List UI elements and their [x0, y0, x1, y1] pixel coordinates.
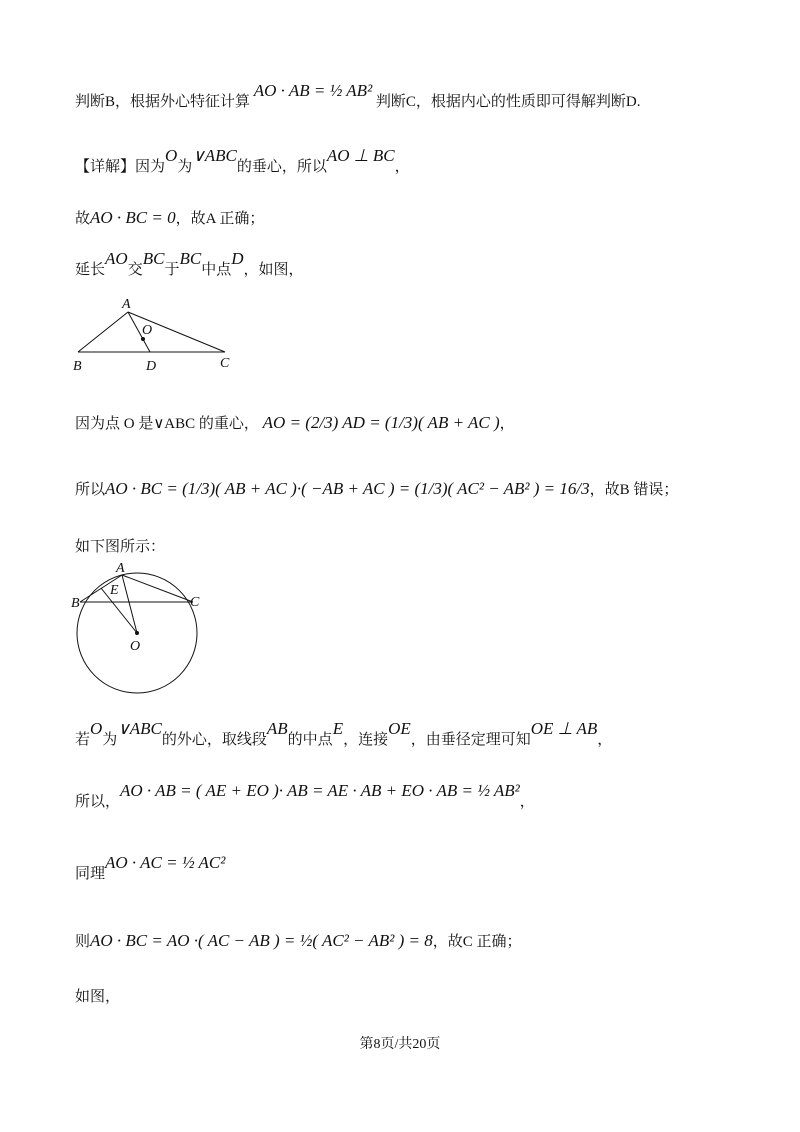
text: ，如图， [243, 262, 304, 278]
text: 延长 [75, 262, 106, 278]
text: 如图， [75, 989, 121, 1005]
line-12 [75, 985, 120, 1006]
text: ，故A 正确； [175, 211, 265, 227]
line-6 [75, 478, 678, 499]
page-footer: 第8页/共20页 [359, 1037, 441, 1052]
label-B: B [73, 359, 82, 374]
text: 判断C，根据内心的性质即可得解判断D. [375, 94, 641, 110]
text: 为 [177, 159, 193, 175]
math-formula: AO · BC = 0 [90, 208, 176, 227]
line-8 [75, 719, 613, 749]
line-7 [75, 535, 165, 556]
math-formula: AO · AB = ( AE + EO )· AB = AE · AB + EO · AB = ½ AB² [120, 781, 520, 800]
label-O: O [130, 639, 141, 654]
label-E: E [110, 583, 119, 598]
text: 交 [127, 262, 143, 278]
math-formula: AO = (2/3) AD = (1/3)( AB + AC ) [262, 413, 500, 432]
math-formula: AO · BC = AO ·( AC − AB ) = ½( AC² − AB² ) = 8 [90, 931, 433, 950]
math-var: BC [179, 249, 202, 268]
line-2 [75, 146, 410, 176]
math-formula: AO · AB = ½ AB² [253, 81, 373, 100]
text: 因为点 O 是∨ABC 的重心， [75, 416, 259, 432]
line-10 [75, 853, 226, 883]
math-var: O [165, 146, 178, 165]
text: 于 [164, 262, 180, 278]
label-O: O [142, 323, 153, 338]
text: 中点 [201, 262, 232, 278]
text: 的中点 [287, 732, 333, 748]
math-var: AO [105, 249, 128, 268]
math-var: BC [142, 249, 165, 268]
text: ，连接 [343, 732, 389, 748]
math-var: D [231, 249, 244, 268]
text: 的垂心，所以 [236, 159, 327, 175]
line-9 [75, 781, 535, 811]
math-var: O [90, 719, 103, 738]
math-formula: AO ⊥ BC [326, 146, 395, 165]
text: 同理 [75, 866, 106, 882]
math-triangle: ∨ABC [117, 719, 162, 738]
text: ， [597, 732, 613, 748]
text: 若 [75, 732, 91, 748]
text: ， [499, 416, 515, 432]
text: 所以 [75, 482, 106, 498]
line-4 [75, 249, 304, 279]
math-var: OE [388, 719, 411, 738]
text: ， [394, 159, 410, 175]
line-3 [75, 207, 264, 228]
line-1 [75, 81, 641, 111]
text: ，由垂径定理可知 [410, 732, 531, 748]
label-B: B [71, 596, 80, 611]
math-formula: AO · BC = (1/3)( AB + AC )·( −AB + AC ) = (1/3)( AC² − AB² ) = 16/3 [105, 479, 590, 498]
text: 则 [75, 934, 91, 950]
triangle-figure [70, 292, 245, 377]
label-C: C [220, 356, 230, 371]
label-D: D [146, 359, 157, 374]
line-5 [75, 412, 515, 433]
text: 为 [102, 732, 118, 748]
math-var: E [332, 719, 344, 738]
text: ，故C 正确； [432, 934, 522, 950]
math-triangle: ∨ABC [192, 146, 237, 165]
text: 判断B，根据外心特征计算 [75, 94, 251, 110]
line-11 [75, 930, 521, 951]
label-A: A [122, 297, 131, 312]
label-A: A [116, 561, 125, 576]
math-var: AB [266, 719, 288, 738]
text: ， [519, 794, 535, 810]
text: 的外心，取线段 [161, 732, 267, 748]
math-formula: OE ⊥ AB [530, 719, 598, 738]
text: 【详解】因为 [75, 159, 166, 175]
text: 故 [75, 211, 91, 227]
text: ，故B 错误； [589, 482, 679, 498]
text: 如下图所示： [75, 539, 166, 555]
text: 所以， [75, 794, 121, 810]
math-formula: AO · AC = ½ AC² [105, 853, 226, 872]
circle-figure [68, 560, 218, 700]
label-C: C [190, 595, 200, 610]
